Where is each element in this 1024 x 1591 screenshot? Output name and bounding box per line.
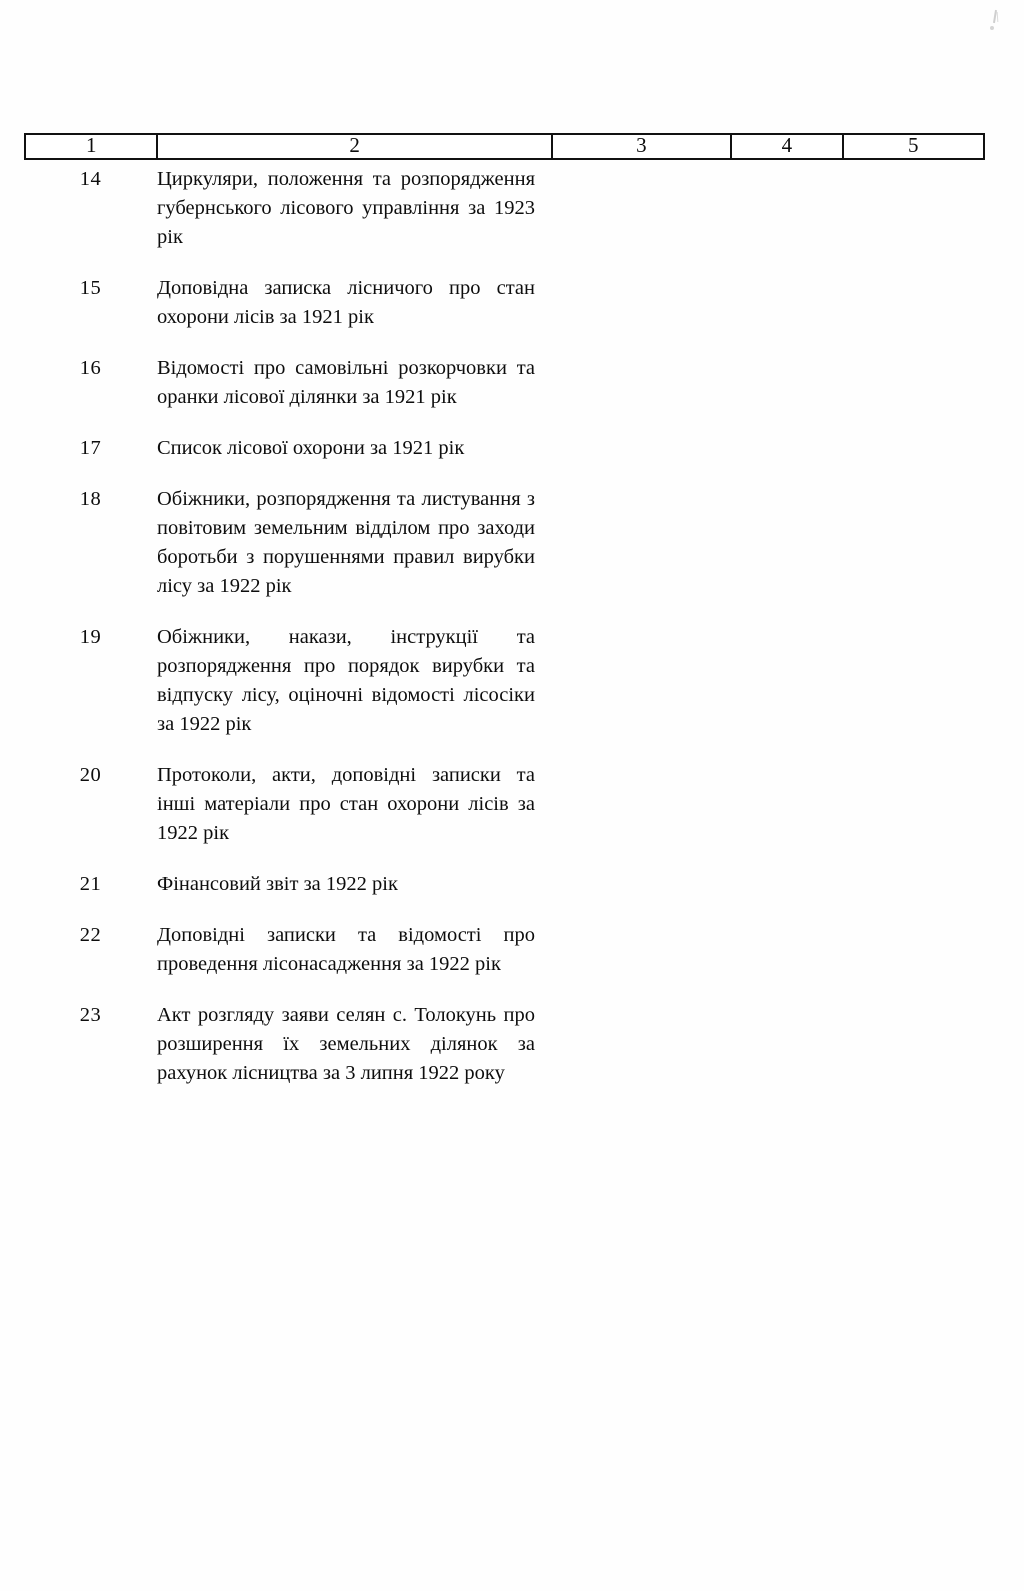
row-number-cell: 16 (79, 357, 102, 379)
column-header-3: 3 (553, 135, 732, 158)
column-header-1: 1 (26, 135, 158, 158)
table-row (24, 485, 985, 601)
table-row (24, 165, 985, 252)
row-description-cell: Список лісової охорони за 1921 рік (157, 437, 465, 459)
row-description-cell: Обіжники, накази, інструкції та розпорядження про порядок вирубки та відпуску лісу, оціночні відомості лісосіки за 1922 рік (157, 626, 535, 735)
row-description-cell: Циркуляри, положення та розпорядження губернського лісового управління за 1923 рік (157, 168, 535, 248)
row-number-cell: 22 (79, 924, 102, 946)
column-header-5: 5 (908, 133, 919, 157)
row-number-cell: 20 (79, 764, 102, 786)
inventory-rows-container (24, 165, 985, 1110)
row-number-cell: 19 (79, 626, 102, 648)
table-row (24, 921, 985, 979)
column-number-header-row (24, 133, 985, 160)
scan-artifact-smudge-icon (988, 10, 1002, 36)
row-description-cell: Доповідні записки та відомості про проведення лісонасадження за 1922 рік (157, 924, 535, 975)
row-description-cell: Відомості про самовільні розкорчовки та оранки лісової ділянки за 1921 рік (157, 357, 535, 408)
table-row (24, 274, 985, 332)
table-row (24, 761, 985, 848)
row-number-cell: 14 (79, 168, 102, 190)
row-number-cell: 21 (79, 873, 102, 895)
table-row (24, 623, 985, 739)
row-number-cell: 15 (79, 277, 102, 299)
row-description-cell: Обіжники, розпорядження та листування з повітовим земельним відділом про заходи боротьби з порушеннями правил вирубки лісу за 1922 рік (157, 488, 535, 597)
row-description-cell: Доповідна записка лісничого про стан охорони лісів за 1921 рік (157, 277, 535, 328)
column-header-4: 4 (732, 135, 844, 158)
row-description-cell: Акт розгляду заяви селян с. Толокунь про розширення їх земельних ділянок за рахунок лісництва за 3 липня 1922 року (157, 1004, 535, 1084)
row-number-cell: 17 (79, 437, 102, 459)
row-description-cell: Протоколи, акти, доповідні записки та інші матеріали про стан охорони лісів за 1922 рік (157, 764, 535, 844)
table-row (24, 870, 985, 899)
row-number-cell: 23 (79, 1004, 102, 1026)
table-row (24, 354, 985, 412)
table-row (24, 1001, 985, 1088)
row-number-cell: 18 (79, 488, 102, 510)
table-row (24, 434, 985, 463)
column-header-2: 2 (158, 135, 552, 158)
row-description-cell: Фінансовий звіт за 1922 рік (157, 873, 398, 895)
